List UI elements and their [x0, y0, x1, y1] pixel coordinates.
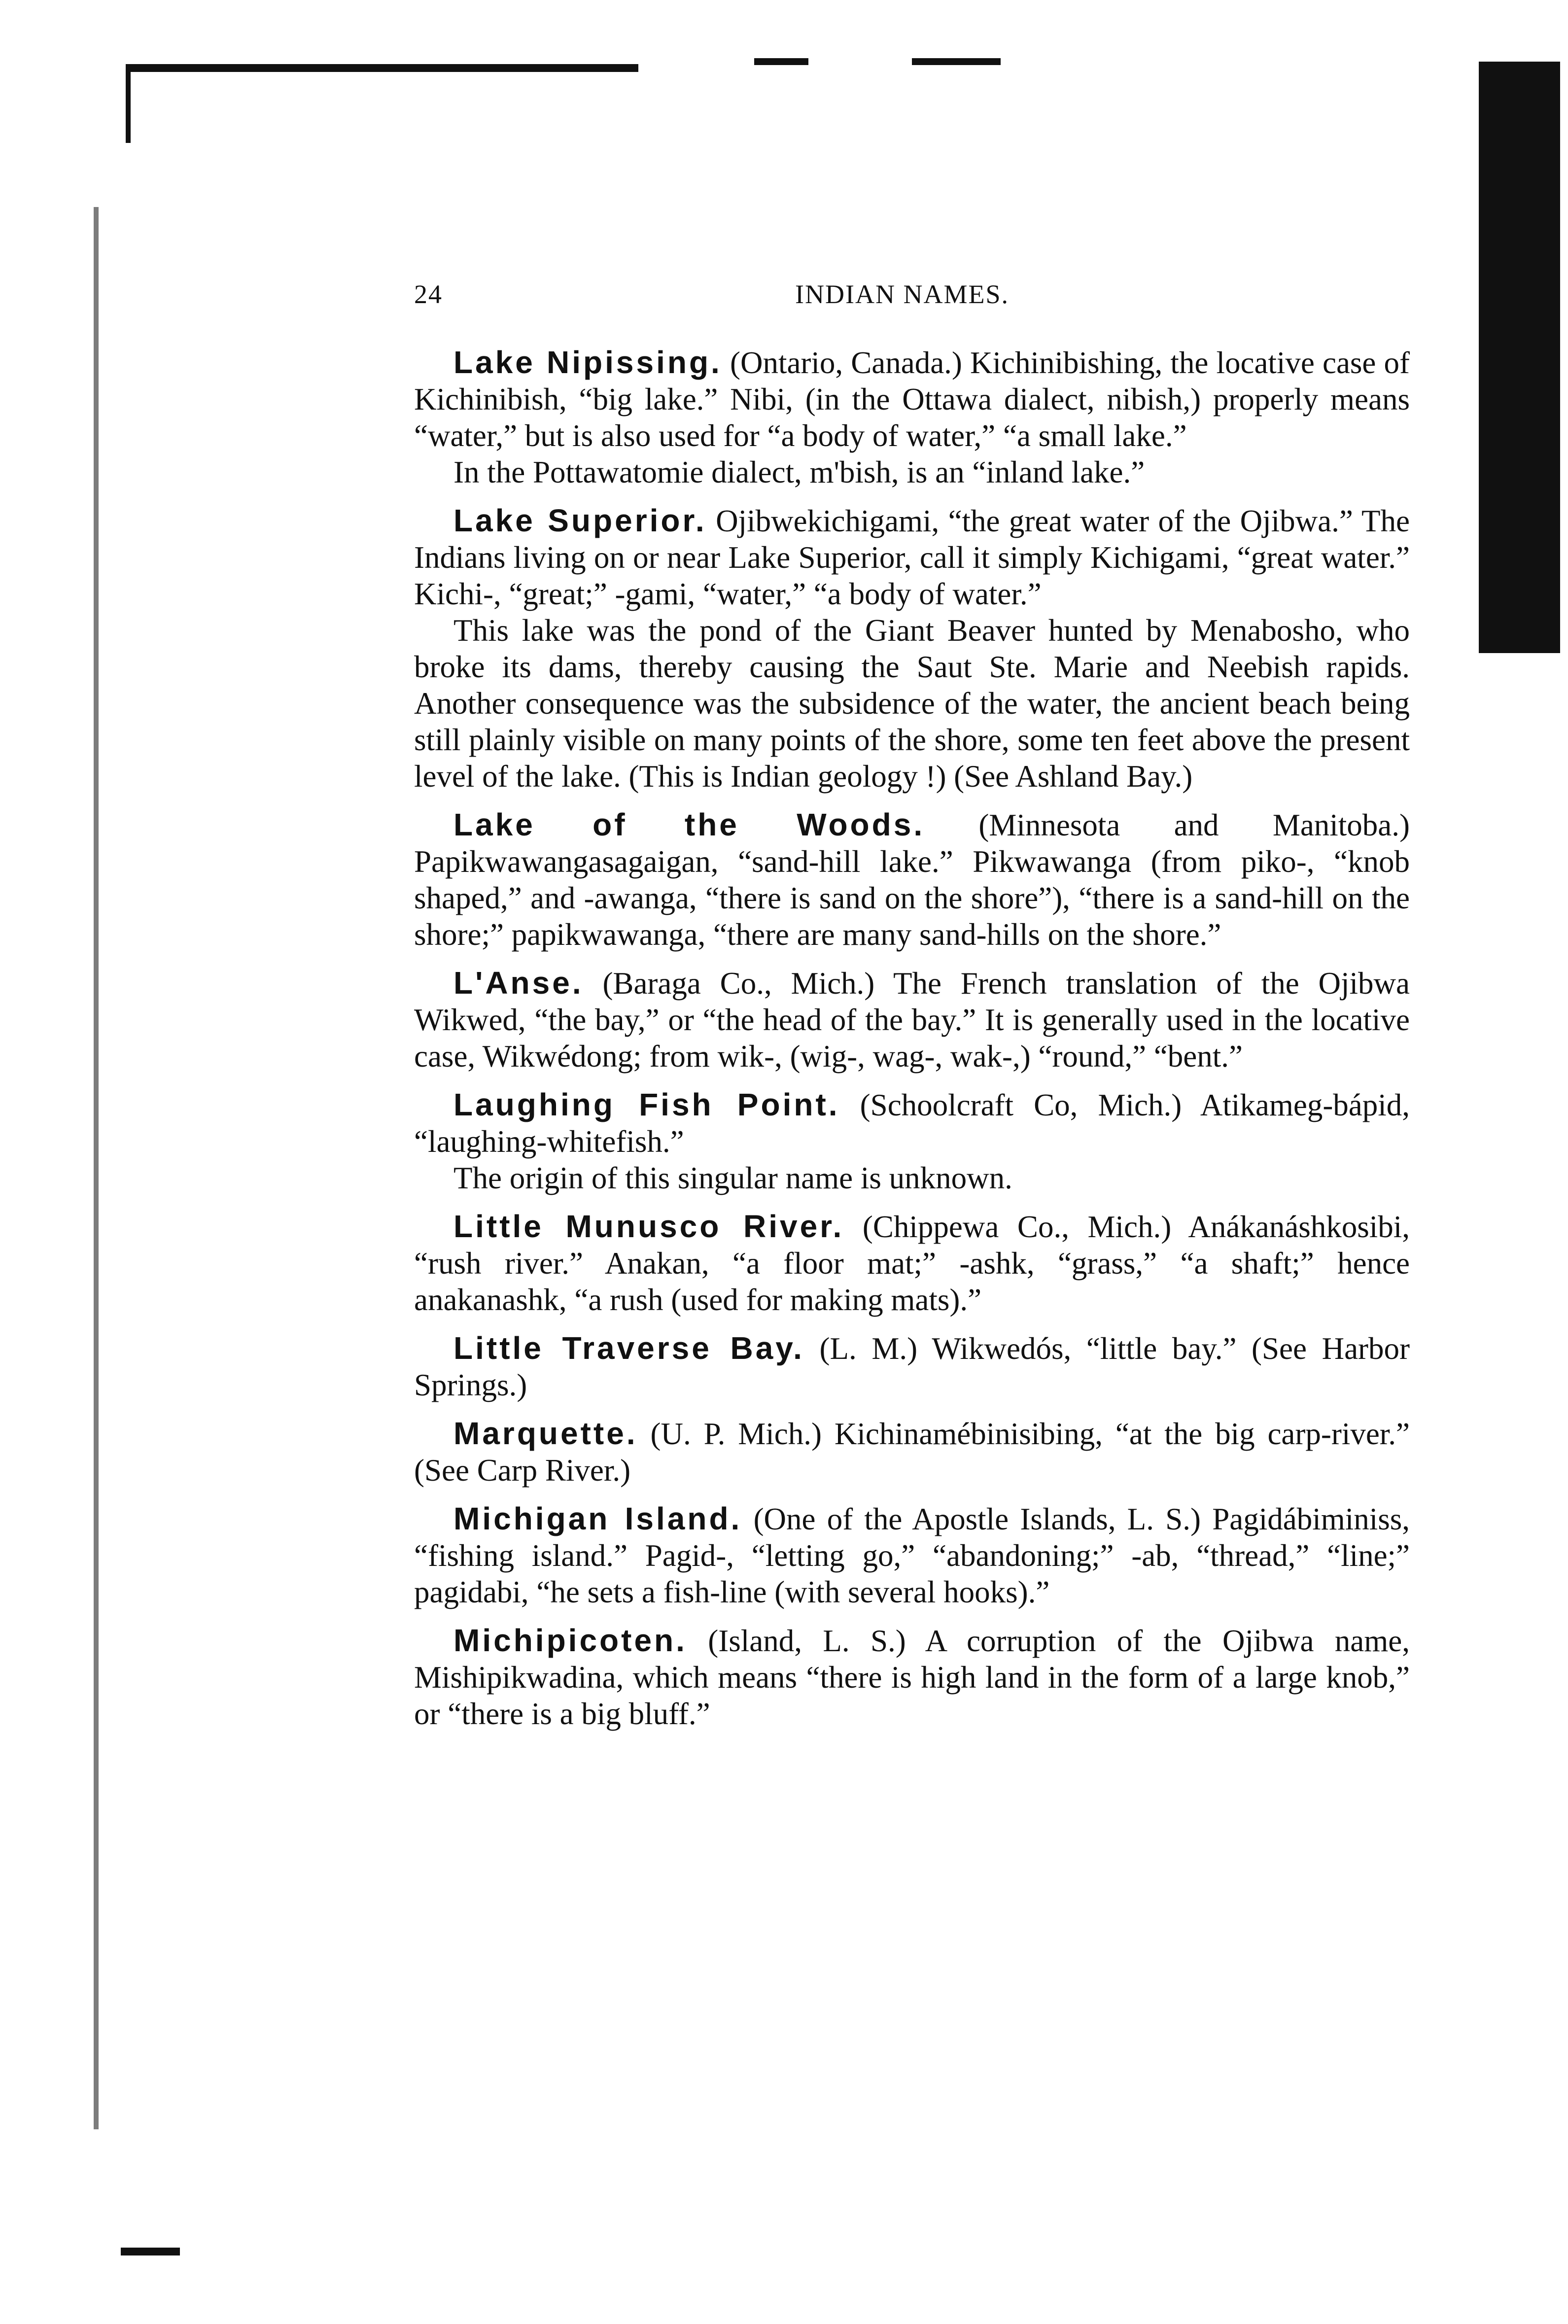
entry-michipicoten: [414, 1622, 1410, 1732]
scan-dash-top-2: [912, 58, 1001, 65]
entry-lake-of-the-woods: [414, 806, 1410, 953]
scan-mark-bottom-left: [121, 2248, 180, 2255]
entry-text: (Schoolcraft Co, Mich.) Atikameg-bápid, “laughing-whitefish.”: [414, 1088, 1410, 1159]
book-page: [414, 276, 1410, 1744]
scan-border-top: [126, 64, 638, 72]
scan-border-left: [126, 64, 131, 143]
entry-text: (Baraga Co., Mich.) The French translation of the Ojibwa Wikwed, “the bay,” or “the head of the bay.” It is generally used in the locative case, Wikwédong; from wik-, (wig-, wag-, wak-,) “round,” “bent.”: [414, 966, 1410, 1074]
entry-headword: L'Anse.: [453, 965, 584, 1001]
page-number: 24: [414, 279, 443, 309]
scan-black-bar-right: [1479, 62, 1560, 653]
entry-text: (Minnesota and Manitoba.) Papikwawangasagaigan, “sand-hill lake.” Pikwawanga (from piko-, “knob shaped,” and -awanga, “there is sand on the shore”), “there is a sand-hill on the shore;” papikwawanga, “there are many sand-hills on the shore.”: [414, 808, 1410, 952]
entry-text: (L. M.) Wikwedós, “little bay.” (See Harbor Springs.): [414, 1331, 1410, 1402]
entry-headword: Lake Nipissing.: [453, 345, 722, 380]
entry-text: Ojibwekichigami, “the great water of the Ojibwa.” The Indians living on or near Lake Superior, call it simply Kichigami, “great water.” Kichi-, “great;” -gami, “water,” “a body of water.”: [414, 504, 1410, 611]
entry-little-traverse-bay: [414, 1330, 1410, 1403]
scan-dash-top-1: [754, 58, 808, 65]
entry-lake-superior: [414, 502, 1410, 795]
entry-headword: Lake Superior.: [453, 503, 707, 538]
entry-text: (Ontario, Canada.) Kichinibishing, the locative case of Kichinibish, “big lake.” Nibi, (in the Ottawa dialect, nibish,) properly means “water,” but is also used for “a body of water,” “a small lake.”: [414, 346, 1410, 453]
entry-headword: Marquette.: [453, 1416, 638, 1451]
entry-lake-nipissing: [414, 344, 1410, 490]
entry-text: (One of the Apostle Islands, L. S.) Pagidábiminiss, “fishing island.” Pagid-, “letting go,” “abandoning;” -ab, “thread,” “line;” pagidabi, “he sets a fish-line (with several hooks).”: [414, 1502, 1410, 1609]
entry-michigan-island: [414, 1500, 1410, 1610]
entry-headword: Michigan Island.: [453, 1501, 742, 1536]
entry-text: This lake was the pond of the Giant Beaver hunted by Menabosho, who broke its dams, thereby causing the Saut Ste. Marie and Neebish rapids. Another consequence was the subsidence of the water, the ancient beach being still plainly visible on many points of the shore, some ten feet above the present level of the lake. (This is Indian geology !) (See Ashland Bay.): [414, 613, 1410, 794]
entry-lanse: [414, 965, 1410, 1075]
scan-edge-left: [94, 207, 99, 2129]
entry-headword: Little Munusco River.: [453, 1209, 844, 1244]
entry-text: In the Pottawatomie dialect, m'bish, is an “inland lake.”: [453, 455, 1145, 489]
running-head: INDIAN NAMES.: [795, 279, 1009, 309]
entry-text: The origin of this singular name is unknown.: [453, 1161, 1012, 1195]
page-header: [414, 276, 1410, 312]
entry-marquette: [414, 1415, 1410, 1489]
entry-little-munusco-river: [414, 1208, 1410, 1318]
entry-laughing-fish-point: [414, 1086, 1410, 1196]
entry-headword: Lake of the Woods.: [453, 807, 925, 842]
entry-text: (Island, L. S.) A corruption of the Ojibwa name, Mishipikwadina, which means “there is high land in the form of a large knob,” or “there is a big bluff.”: [414, 1624, 1410, 1731]
entry-headword: Little Traverse Bay.: [453, 1330, 804, 1366]
entry-text: (U. P. Mich.) Kichinamébinisibing, “at the big carp-river.” (See Carp River.): [414, 1417, 1410, 1488]
entry-headword: Michipicoten.: [453, 1623, 687, 1658]
entry-text: (Chippewa Co., Mich.) Anákanáshkosibi, “rush river.” Anakan, “a floor mat;” -ashk, “grass,” “a shaft;” hence anakanashk, “a rush (used for making mats).”: [414, 1210, 1410, 1317]
entry-headword: Laughing Fish Point.: [453, 1087, 840, 1122]
